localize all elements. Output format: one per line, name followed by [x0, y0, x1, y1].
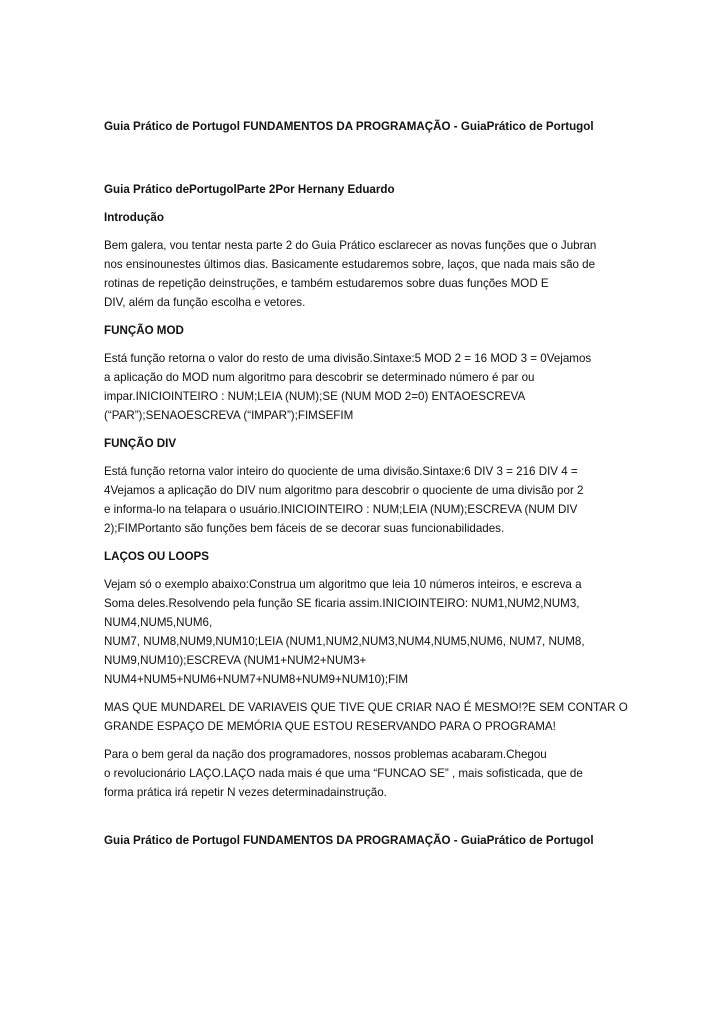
running-footer: Guia Prático de Portugol FUNDAMENTOS DA PROGRAMAÇÃO - GuiaPrático de Portugol — [104, 834, 594, 847]
intro-paragraph — [104, 236, 612, 312]
closing-paragraph — [104, 745, 612, 802]
paragraph-line: Bem galera, vou tentar nesta parte 2 do Guia Prático esclarecer as novas funções que o Jubran — [104, 239, 597, 252]
paragraph-line: rotinas de repetição deinstruções, e também estudaremos sobre duas funções MOD E — [104, 277, 549, 290]
document-body — [104, 117, 628, 811]
mod-paragraph — [104, 349, 612, 425]
paragraph-line: nos ensinounestes últimos dias. Basicamente estudaremos sobre, laços, que nada mais são de — [104, 258, 596, 271]
paragraph-line: NUM4,NUM5,NUM6, — [104, 616, 213, 629]
paragraph-line: GRANDE ESPAÇO DE MEMÓRIA QUE ESTOU RESERVANDO PARA O PROGRAMA! — [104, 720, 556, 733]
loops-heading: LAÇOS OU LOOPS — [104, 550, 209, 563]
mod-heading: FUNÇÃO MOD — [104, 324, 184, 337]
paragraph-line: 2);FIMPortanto são funções bem fáceis de se decorar suas funcionabilidades. — [104, 522, 505, 535]
caps-paragraph — [104, 698, 628, 736]
article-title: Guia Prático dePortugolParte 2Por Hernany Eduardo — [104, 183, 395, 196]
div-paragraph — [104, 462, 612, 538]
paragraph-line: NUM7, NUM8,NUM9,NUM10;LEIA (NUM1,NUM2,NUM3,NUM4,NUM5,NUM6, NUM7, NUM8, — [104, 635, 585, 648]
paragraph-line: NUM9,NUM10);ESCREVA (NUM1+NUM2+NUM3+ — [104, 654, 367, 667]
paragraph-line: NUM4+NUM5+NUM6+NUM7+NUM8+NUM9+NUM10);FIM — [104, 673, 409, 686]
paragraph-line: (“PAR”);SENAOESCREVA (“IMPAR”);FIMSEFIM — [104, 409, 354, 422]
paragraph-line: Para o bem geral da nação dos programadores, nossos problemas acabaram.Chegou — [104, 748, 547, 761]
paragraph-line: o revolucionário LAÇO.LAÇO nada mais é que uma “FUNCAO SE” , mais sofisticada, que de — [104, 767, 583, 780]
paragraph-line: impar.INICIOINTEIRO : NUM;LEIA (NUM);SE (NUM MOD 2=0) ENTAOESCREVA — [104, 390, 526, 403]
running-header: Guia Prático de Portugol FUNDAMENTOS DA PROGRAMAÇÃO - GuiaPrático de Portugol — [104, 120, 594, 133]
paragraph-line: Soma deles.Resolvendo pela função SE ficaria assim.INICIOINTEIRO: NUM1,NUM2,NUM3, — [104, 597, 580, 610]
paragraph-line: a aplicação do MOD num algoritmo para descobrir se determinado número é par ou — [104, 371, 535, 384]
paragraph-line: e informa-lo na telapara o usuário.INICIOINTEIRO : NUM;LEIA (NUM);ESCREVA (NUM DIV — [104, 503, 578, 516]
paragraph-line: Está função retorna o valor do resto de uma divisão.Sintaxe:5 MOD 2 = 16 MOD 3 = 0Vejamos — [104, 352, 592, 365]
intro-heading: Introdução — [104, 211, 164, 224]
paragraph-line: 4Vejamos a aplicação do DIV num algoritmo para descobrir o quociente de uma divisão por 2 — [104, 484, 584, 497]
paragraph-line: Vejam só o exemplo abaixo:Construa um algoritmo que leia 10 números inteiros, e escreva a — [104, 578, 582, 591]
loops-paragraph — [104, 575, 612, 689]
div-heading: FUNÇÃO DIV — [104, 437, 177, 450]
paragraph-line: DIV, além da função escolha e vetores. — [104, 296, 306, 309]
paragraph-line: MAS QUE MUNDAREL DE VARIAVEIS QUE TIVE QUE CRIAR NAO É MESMO!?E SEM CONTAR O — [104, 701, 628, 714]
paragraph-line: forma prática irá repetir N vezes determinadainstrução. — [104, 786, 387, 799]
paragraph-line: Está função retorna valor inteiro do quociente de uma divisão.Sintaxe:6 DIV 3 = 216 DIV 4 = — [104, 465, 578, 478]
